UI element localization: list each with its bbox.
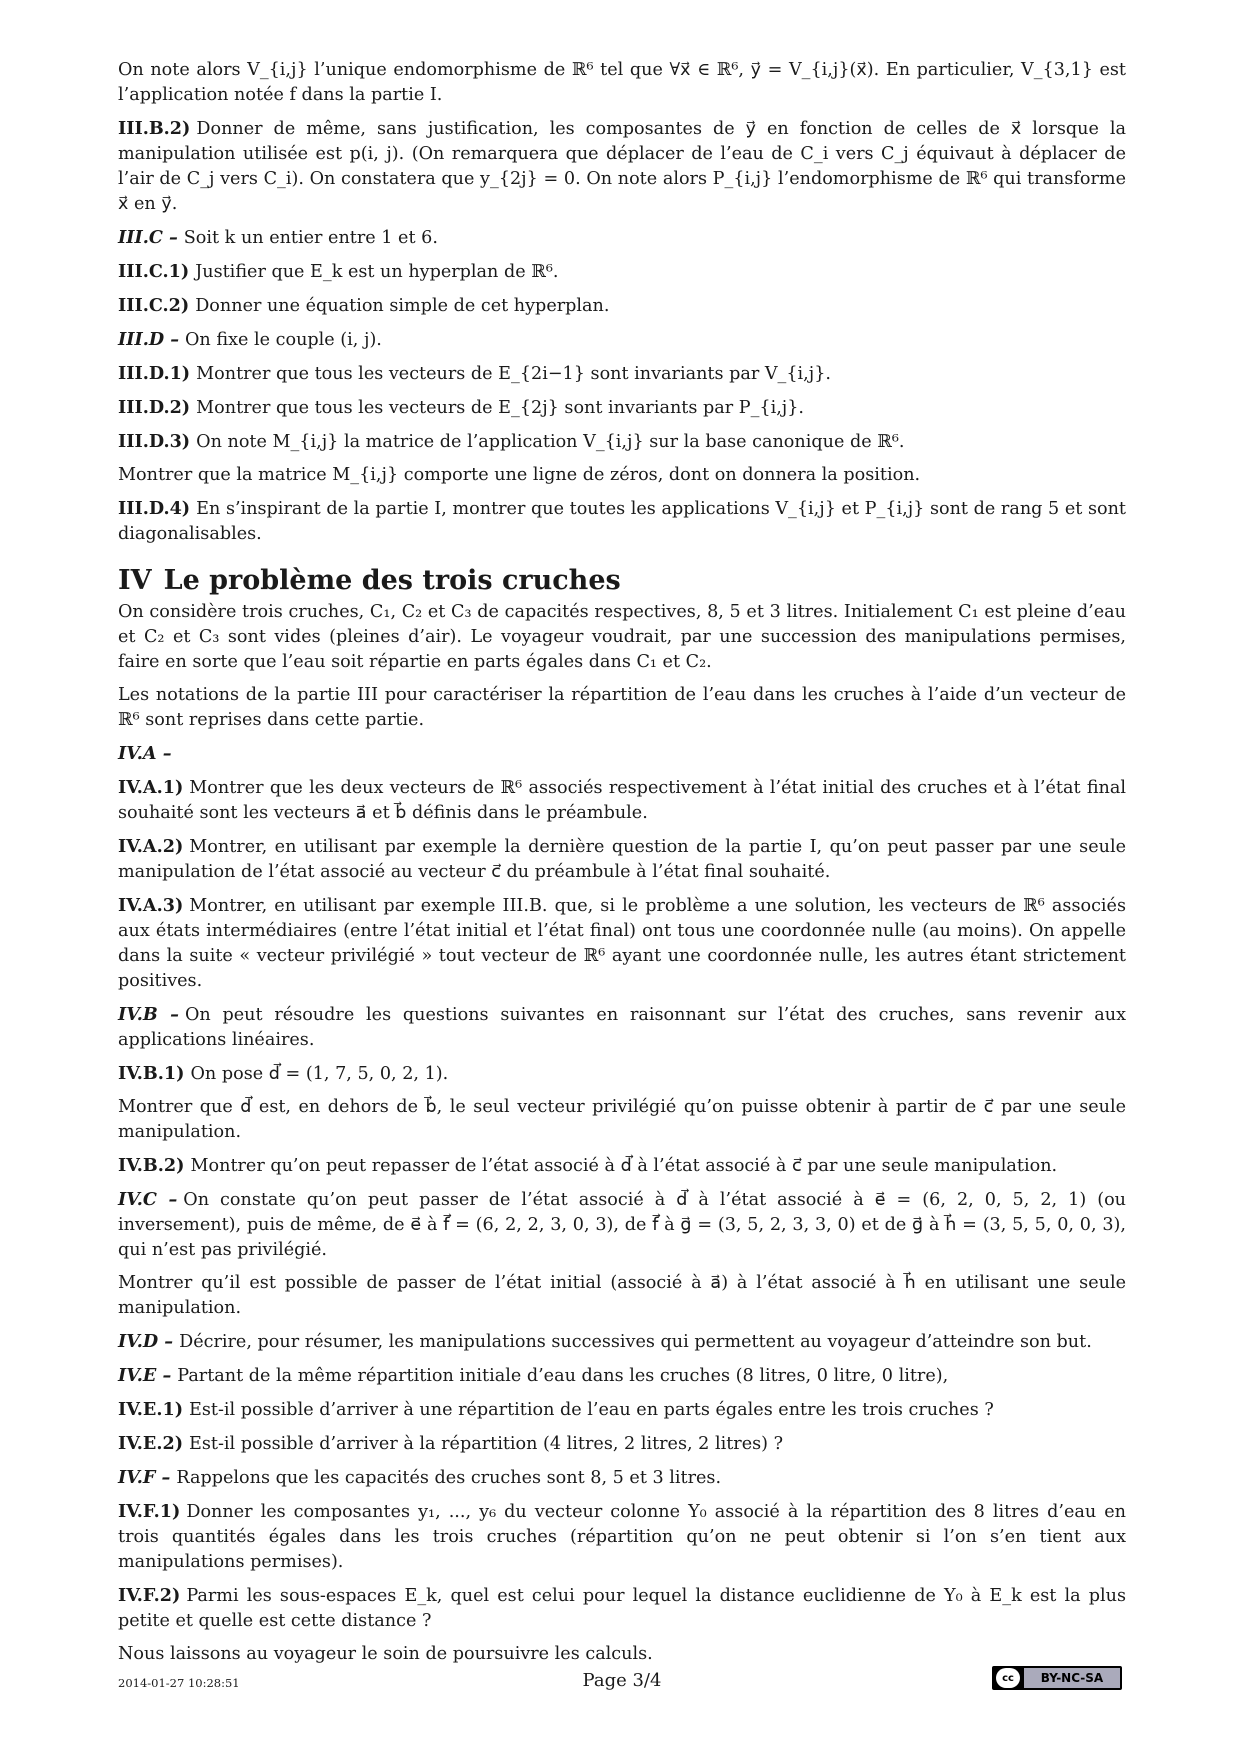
paragraph xyxy=(118,1363,1126,1389)
paragraph xyxy=(118,1329,1126,1355)
paragraph xyxy=(118,361,1126,387)
paragraph-text: Les notations de la partie III pour caractériser la répartition de l’eau dans les cruches à l’aide d’un vecteur de ℝ⁶ sont reprises dans cette partie. xyxy=(118,685,1126,730)
section-III-block xyxy=(118,58,1126,547)
paragraph xyxy=(118,1397,1126,1423)
paragraph-text: Partant de la même répartition initiale d’eau dans les cruches (8 litres, 0 litre, 0 litre), xyxy=(177,1366,949,1386)
question-label: IV.C – xyxy=(118,1189,178,1210)
question-label: IV.E.1) xyxy=(118,1399,184,1420)
paragraph xyxy=(118,1583,1126,1634)
question-label: IV.B.1) xyxy=(118,1063,185,1084)
paragraph-text: Donner une équation simple de cet hyperplan. xyxy=(195,296,610,316)
paragraph-text: Soit k un entier entre 1 et 6. xyxy=(183,228,438,248)
question-label: III.C – xyxy=(118,227,178,248)
paragraph xyxy=(118,1642,1126,1667)
question-label: III.D.1) xyxy=(118,363,191,384)
section-IV-block xyxy=(118,600,1126,1667)
paragraph xyxy=(118,259,1126,285)
page-footer xyxy=(118,1666,1126,1696)
question-label: III.D.3) xyxy=(118,431,191,452)
paragraph xyxy=(118,1153,1126,1179)
paragraph xyxy=(118,683,1126,733)
paragraph-text: Montrer, en utilisant par exemple la dernière question de la partie I, qu’on peut passer par une seule manipulation de l’état associé au vecteur c⃗ du préambule à l’état final souhaité. xyxy=(118,837,1126,882)
question-label: IV.B.2) xyxy=(118,1155,185,1176)
paragraph xyxy=(118,775,1126,826)
paragraph xyxy=(118,600,1126,675)
paragraph xyxy=(118,1465,1126,1491)
timestamp: 2014-01-27 10:28:51 xyxy=(118,1676,240,1690)
paragraph-text: On peut résoudre les questions suivantes en raisonnant sur l’état des cruches, sans revenir aux applications linéaires. xyxy=(118,1005,1126,1050)
question-label: IV.A.2) xyxy=(118,836,184,857)
paragraph-text: Montrer qu’on peut repasser de l’état associé à d⃗ à l’état associé à c⃗ par une seule manipulation. xyxy=(190,1156,1058,1176)
question-label: IV.B – xyxy=(118,1004,179,1025)
page-number: Page 3/4 xyxy=(582,1670,662,1691)
paragraph-text: Nous laissons au voyageur le soin de poursuivre les calculs. xyxy=(118,1644,653,1664)
paragraph xyxy=(118,327,1126,353)
paragraph xyxy=(118,225,1126,251)
paragraph-text: On considère trois cruches, C₁, C₂ et C₃ de capacités respectives, 8, 5 et 3 litres. Initialement C₁ est pleine d’eau et C₂ et C₃ sont vides (pleines d’air). Le voyageur voudrait, par une succession des manipulations permises, faire en sorte que l’eau soit répartie en parts égales dans C₁ et C₂. xyxy=(118,602,1126,672)
question-label: IV.A.1) xyxy=(118,777,184,798)
paragraph xyxy=(118,893,1126,994)
paragraph xyxy=(118,395,1126,421)
paragraph xyxy=(118,58,1126,108)
paragraph xyxy=(118,463,1126,488)
section-heading xyxy=(118,565,1126,596)
paragraph-text: Parmi les sous-espaces E_k, quel est celui pour lequel la distance euclidienne de Y₀ à E_k est la plus petite et quelle est cette distance ? xyxy=(118,1586,1126,1631)
paragraph-text: Montrer que d⃗ est, en dehors de b⃗, le seul vecteur privilégié qu’on puisse obtenir à partir de c⃗ par une seule manipulation. xyxy=(118,1097,1126,1142)
question-label: IV.D – xyxy=(118,1331,174,1352)
question-label: IV.F.1) xyxy=(118,1501,181,1522)
question-label: IV.E.2) xyxy=(118,1433,184,1454)
paragraph-text: On note M_{i,j} la matrice de l’application V_{i,j} sur la base canonique de ℝ⁶. xyxy=(196,432,905,452)
question-label: IV.E – xyxy=(118,1365,172,1386)
paragraph xyxy=(118,1431,1126,1457)
section-number: IV xyxy=(118,565,152,596)
paragraph-text: Montrer qu’il est possible de passer de l’état initial (associé à a⃗) à l’état associé à h⃗ en utilisant une seule manipulation. xyxy=(118,1273,1126,1318)
question-label: III.D – xyxy=(118,329,179,350)
paragraph xyxy=(118,1499,1126,1575)
paragraph xyxy=(118,1002,1126,1053)
paragraph xyxy=(118,116,1126,217)
paragraph-text: Montrer, en utilisant par exemple III.B. que, si le problème a une solution, les vecteurs de ℝ⁶ associés aux états intermédiaires (entre l’état initial et l’état final) ont tous une coordonnée nulle (au moins). On appelle dans la suite « vecteur privilégié » tout vecteur de ℝ⁶ ayant une coordonnée nulle, les autres étant strictement positives. xyxy=(118,896,1126,991)
question-label: IV.A – xyxy=(118,743,172,764)
license-text: BY-NC-SA xyxy=(1024,1668,1120,1688)
paragraph xyxy=(118,834,1126,885)
question-label: III.C.2) xyxy=(118,295,190,316)
paragraph-text: Montrer que tous les vecteurs de E_{2i−1} sont invariants par V_{i,j}. xyxy=(196,364,832,384)
paragraph xyxy=(118,1061,1126,1087)
question-label: IV.A.3) xyxy=(118,895,184,916)
paragraph-text: Donner de même, sans justification, les composantes de y⃗ en fonction de celles de x⃗ lorsque la manipulation utilisée est p(i, j). (On remarquera que déplacer de l’eau de C_i vers C_j équivaut à déplacer de l’air de C_j vers C_i). On constatera que y_{2j} = 0. On note alors P_{i,j} l’endomorphisme de ℝ⁶ qui transforme x⃗ en y⃗. xyxy=(118,119,1126,214)
paragraph-text: Donner les composantes y₁, ..., y₆ du vecteur colonne Y₀ associé à la répartition des 8 litres d’eau en trois quantités égales dans les trois cruches (répartition qu’on ne peut obtenir si l’on s’en tient aux manipulations permises). xyxy=(118,1502,1126,1572)
paragraph-text: Montrer que tous les vecteurs de E_{2j} sont invariants par P_{i,j}. xyxy=(196,398,805,418)
question-label: III.D.4) xyxy=(118,498,191,519)
cc-logo-icon: cc xyxy=(996,1668,1020,1688)
license-badge xyxy=(992,1666,1122,1690)
question-label: III.D.2) xyxy=(118,397,191,418)
paragraph-text: Montrer que la matrice M_{i,j} comporte une ligne de zéros, dont on donnera la position. xyxy=(118,465,921,485)
paragraph-text: On fixe le couple (i, j). xyxy=(185,330,382,350)
question-label: III.C.1) xyxy=(118,261,190,282)
paragraph-text: Rappelons que les capacités des cruches sont 8, 5 et 3 litres. xyxy=(176,1468,722,1488)
paragraph-text: Montrer que les deux vecteurs de ℝ⁶ associés respectivement à l’état initial des cruches et à l’état final souhaité sont les vecteurs a⃗ et b⃗ définis dans le préambule. xyxy=(118,778,1126,823)
paragraph-text: Est-il possible d’arriver à une répartition de l’eau en parts égales entre les trois cruches ? xyxy=(189,1400,994,1420)
paragraph-text: Décrire, pour résumer, les manipulations successives qui permettent au voyageur d’atteindre son but. xyxy=(179,1332,1092,1352)
question-label: III.B.2) xyxy=(118,118,191,139)
paragraph-text: On pose d⃗ = (1, 7, 5, 0, 2, 1). xyxy=(190,1064,449,1084)
section-title: Le problème des trois cruches xyxy=(163,565,621,596)
paragraph xyxy=(118,741,1126,767)
paragraph xyxy=(118,1187,1126,1263)
paragraph xyxy=(118,429,1126,455)
paragraph xyxy=(118,293,1126,319)
paragraph-text: On constate qu’on peut passer de l’état associé à d⃗ à l’état associé à e⃗ = (6, 2, 0, 5, 2, 1) (ou inversement), puis de même, de e⃗ à f⃗ = (6, 2, 2, 3, 0, 3), de f⃗ à g⃗ = (3, 5, 2, 3, 3, 0) et de g⃗ à h⃗ = (3, 5, 5, 0, 0, 3), qui n’est pas privilégié. xyxy=(118,1190,1126,1260)
document-body xyxy=(118,58,1126,1675)
question-label: IV.F – xyxy=(118,1467,171,1488)
paragraph xyxy=(118,496,1126,547)
paragraph-text: En s’inspirant de la partie I, montrer que toutes les applications V_{i,j} et P_{i,j} sont de rang 5 et sont diagonalisables. xyxy=(118,499,1126,544)
paragraph xyxy=(118,1271,1126,1321)
paragraph-text: On note alors V_{i,j} l’unique endomorphisme de ℝ⁶ tel que ∀x⃗ ∈ ℝ⁶, y⃗ = V_{i,j}(x⃗). En particulier, V_{3,1} est l’application notée f dans la partie I. xyxy=(118,60,1126,105)
question-label: IV.F.2) xyxy=(118,1585,181,1606)
paragraph-text: Est-il possible d’arriver à la répartition (4 litres, 2 litres, 2 litres) ? xyxy=(189,1434,784,1454)
paragraph xyxy=(118,1095,1126,1145)
paragraph-text: Justifier que E_k est un hyperplan de ℝ⁶. xyxy=(195,262,559,282)
